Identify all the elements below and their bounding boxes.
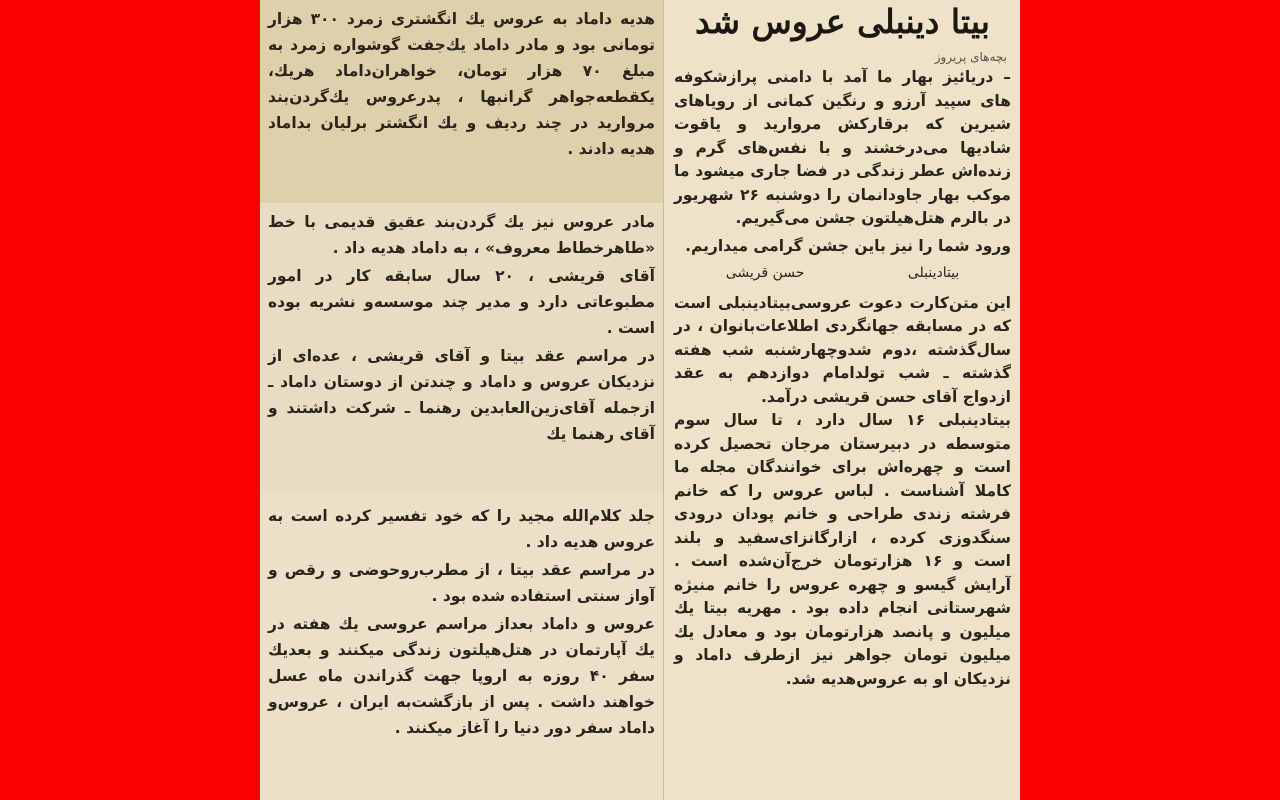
paragraph-gifts: هدیه داماد به عروس یك انگشتری زمرد ۳۰۰ هزار تومانی بود و مادر داماد یك‌جفت گوشواره زمرد به مبلغ ۷۰ هزار تومان، خواهران‌داماد هریك، یکقطعه‌جواهر گرانبها ، پدرعروس یك‌گردن‌بند مروارید در چند ردیف و یك انگشتر برلیان بداماد هدیه دادند . (268, 10, 655, 158)
clip-gifts (260, 0, 663, 203)
invitation-signatures (674, 262, 1011, 286)
right-column (663, 0, 1020, 800)
newspaper-clipping (260, 0, 1020, 800)
paragraph-ceremony-guests: در مراسم عقد بیتا و آقای قریشی ، عده‌ای از نزدیکان عروس و داماد و چندتن از دوستان داماد ـ ازجمله آقای‌زین‌العابدین رهنما ـ شرکت داشتند و آقای رهنما یك (268, 347, 655, 443)
paragraph-bride-details: بیتادینبلی ۱۶ سال دارد ، تا سال سوم متوسطه در دبیرستان مرجان تحصیل کرده است و چهره‌اش برای خوانندگان مجله ما کاملا آشناست . لباس عروس را که خانم فرشته زندی طراحی و خانم پودان درودی سنگدوزی کرده ، ازارگانزای‌سفید و بلند است و ۱۶ هزارتومان خرج‌آن‌شده است . آرایش گیسو و چهره عروس را خانم منیژه شهرستانی انجام داده بود . مهریه بیتا یك میلیون و پانصد هزارتومان بود و معادل یك میلیون تومان جواهر نیز ازطرف داماد و نزدیکان او به عروس‌هدیه شد. (674, 411, 1011, 688)
signature-bride: بیتادینبلی (907, 265, 960, 281)
paragraph-invitation-closing: ورود شما را نیز باین جشن گرامی میداریم. (685, 236, 1011, 255)
paragraph-quran-gift: جلد کلام‌الله مجید را که خود تفسیر کرده است به عروس هدیه داد . (268, 507, 655, 551)
article-headline: بیتا دینبلی عروس شد (695, 2, 990, 41)
clip-honeymoon (260, 493, 663, 800)
paragraph-music: در مراسم عقد بیتا ، از مطرب‌روحوضی و رقص و آواز سنتی استفاده شده بود . (268, 561, 655, 605)
paragraph-contest: این متن‌کارت دعوت عروسی‌بیتادینبلی است که در مسابقه جهانگردی اطلاعات‌بانوان ، در سال‌گذشته ،دوم شدوچهارشنبه شب هفته گذشته ـ شب تولدامام دوازدهم‌ به عقد ازدواج آقای حسن قریشی درآمد. (674, 293, 1011, 406)
paragraph-mother-gift: مادر عروس نیز یك گردن‌بند عقیق قدیمی با خط «طاهرخطاط معروف» ، به داماد هدیه داد . (268, 213, 655, 257)
paragraph-invitation: – دریائیز بهار ما آمد با دامنی پرازشکوفه های سپید آرزو و رنگین کمانی از رویاهای شیرین که برقارکش مروارید و یاقوت شادیها می‌درخشند و با نفس‌های گرم و زنده‌اش عطر زندگی در فضا جاری میشود ما موکب بهار جاودانمان را دوشنبه ۲۶ شهریور در بالرم هتل‌هیلتون جشن می‌گیریم. (674, 68, 1011, 227)
paragraph-honeymoon: عروس و داماد بعداز مراسم عروسی یك هفته در یك آپارتمان در هتل‌هیلتون زندگی میکنند و بعدیك سفر ۴۰ روزه به اروپا جهت گذراندن ماه عسل خواهند داشت . پس از بازگشت‌به ایران ، عروس‌و داماد سفر دور دنیا را آغاز میکنند . (268, 615, 655, 737)
article-body (664, 66, 1020, 800)
left-column (260, 0, 663, 800)
paragraph-groom-career: آقای قریشی ، ۲۰ سال سابقه کار در امور مطبوعاتی دارد و مدیر چند موسسه‌و نشریه بوده است . (268, 267, 655, 337)
signature-groom: حسن قریشی (725, 265, 805, 281)
clip-mother-gift (260, 203, 663, 493)
article-byline: بچه‌های پریروز (934, 50, 1007, 64)
